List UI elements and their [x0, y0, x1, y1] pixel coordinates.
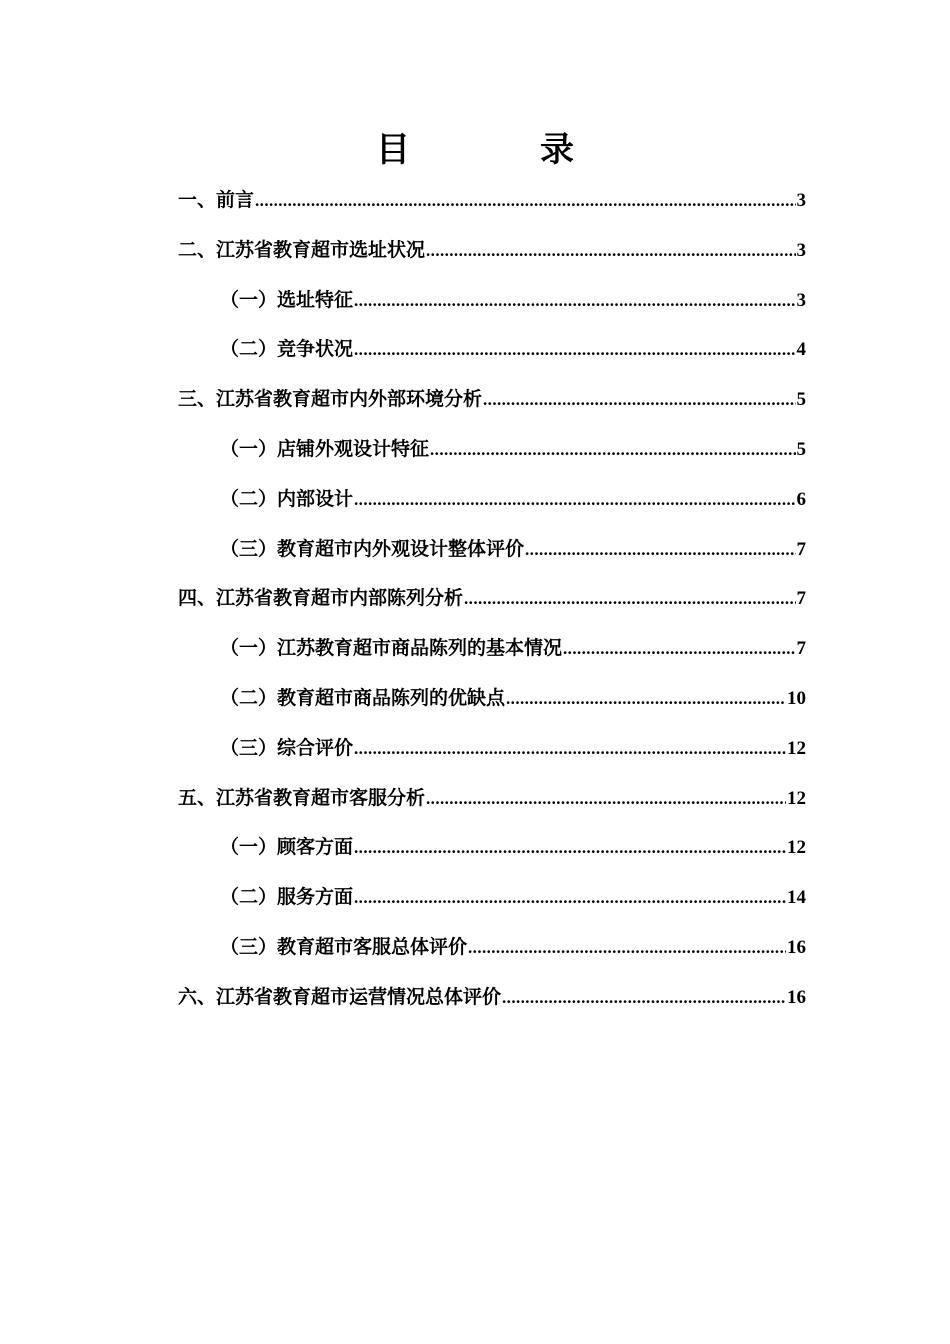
toc-dot-leader	[426, 233, 795, 269]
toc-entry-page-number: 16	[787, 986, 806, 1008]
toc-entry-label: （一）江苏教育超市商品陈列的基本情况	[220, 637, 563, 660]
toc-entry-exterior-design[interactable]	[178, 431, 806, 481]
toc-dot-leader	[354, 880, 786, 916]
toc-entry-competition[interactable]	[178, 331, 806, 381]
toc-entry-label: （一）店铺外观设计特征	[220, 437, 430, 460]
toc-entry-page-number: 3	[796, 190, 806, 211]
toc-entry-label: （二）服务方面	[220, 886, 354, 909]
toc-dot-leader	[354, 731, 786, 767]
toc-entry-page-number: 14	[787, 887, 806, 909]
toc-entry-page-number: 12	[787, 737, 806, 759]
toc-dot-leader	[354, 830, 786, 866]
toc-entry-page-number: 3	[796, 239, 806, 261]
toc-list	[178, 182, 806, 1029]
toc-dot-leader	[483, 382, 795, 418]
toc-entry-page-number: 16	[787, 936, 806, 958]
toc-entry-display-basics[interactable]	[178, 630, 806, 680]
toc-entry-label: （三）教育超市客服总体评价	[220, 935, 468, 958]
toc-dot-leader	[468, 930, 786, 966]
toc-dot-leader	[506, 681, 786, 717]
toc-entry-label: 六、江苏省教育超市运营情况总体评价	[178, 985, 502, 1008]
toc-entry-label: （二）教育超市商品陈列的优缺点	[220, 686, 506, 709]
toc-entry-service[interactable]	[178, 879, 806, 929]
toc-entry-label: （三）教育超市内外观设计整体评价	[220, 537, 525, 560]
toc-entry-service-evaluation[interactable]	[178, 929, 806, 979]
toc-title: 目 录	[376, 130, 622, 170]
toc-dot-leader	[426, 781, 786, 817]
toc-entry-label: （二）竞争状况	[220, 338, 354, 361]
toc-entry-page-number: 5	[796, 438, 806, 460]
toc-entry-site-selection[interactable]	[178, 232, 806, 282]
toc-entry-environment-analysis[interactable]	[178, 381, 806, 431]
toc-entry-page-number: 5	[796, 389, 806, 411]
toc-entry-customer-service-analysis[interactable]	[178, 780, 806, 830]
toc-entry-label: （二）内部设计	[220, 487, 354, 510]
toc-dot-leader	[525, 532, 795, 568]
toc-dot-leader	[464, 581, 795, 617]
toc-entry-display-pros-cons[interactable]	[178, 680, 806, 730]
toc-entry-page-number: 10	[787, 687, 806, 709]
toc-entry-interior-design[interactable]	[178, 481, 806, 531]
toc-entry-page-number: 7	[796, 638, 806, 660]
toc-entry-page-number: 4	[796, 339, 806, 361]
toc-entry-page-number: 12	[787, 787, 806, 809]
toc-entry-page-number: 12	[787, 837, 806, 859]
toc-entry-customers[interactable]	[178, 829, 806, 879]
toc-entry-page-number: 7	[796, 588, 806, 610]
toc-entry-page-number: 7	[796, 538, 806, 560]
toc-entry-operations-evaluation[interactable]	[178, 979, 806, 1029]
toc-entry-page-number: 6	[796, 488, 806, 510]
toc-dot-leader	[354, 332, 795, 368]
toc-entry-label: （一）选址特征	[220, 288, 354, 311]
toc-dot-leader	[430, 432, 795, 468]
toc-dot-leader	[502, 980, 786, 1016]
toc-dot-leader	[255, 183, 795, 219]
toc-entry-label: 四、江苏省教育超市内部陈列分析	[178, 587, 464, 610]
toc-entry-label: 三、江苏省教育超市内外部环境分析	[178, 388, 483, 411]
toc-entry-preface[interactable]	[178, 182, 806, 232]
toc-entry-overall-evaluation[interactable]	[178, 730, 806, 780]
toc-entry-label: 五、江苏省教育超市客服分析	[178, 786, 426, 809]
toc-dot-leader	[563, 631, 795, 667]
toc-entry-label: 一、前言	[178, 189, 255, 211]
toc-entry-display-analysis[interactable]	[178, 580, 806, 630]
toc-entry-label: （一）顾客方面	[220, 836, 354, 859]
toc-entry-page-number: 3	[796, 289, 806, 311]
toc-entry-design-evaluation[interactable]	[178, 531, 806, 581]
toc-entry-site-features[interactable]	[178, 282, 806, 332]
toc-entry-label: （三）综合评价	[220, 736, 354, 759]
toc-dot-leader	[354, 482, 795, 518]
toc-dot-leader	[354, 283, 795, 319]
toc-entry-label: 二、江苏省教育超市选址状况	[178, 238, 426, 261]
